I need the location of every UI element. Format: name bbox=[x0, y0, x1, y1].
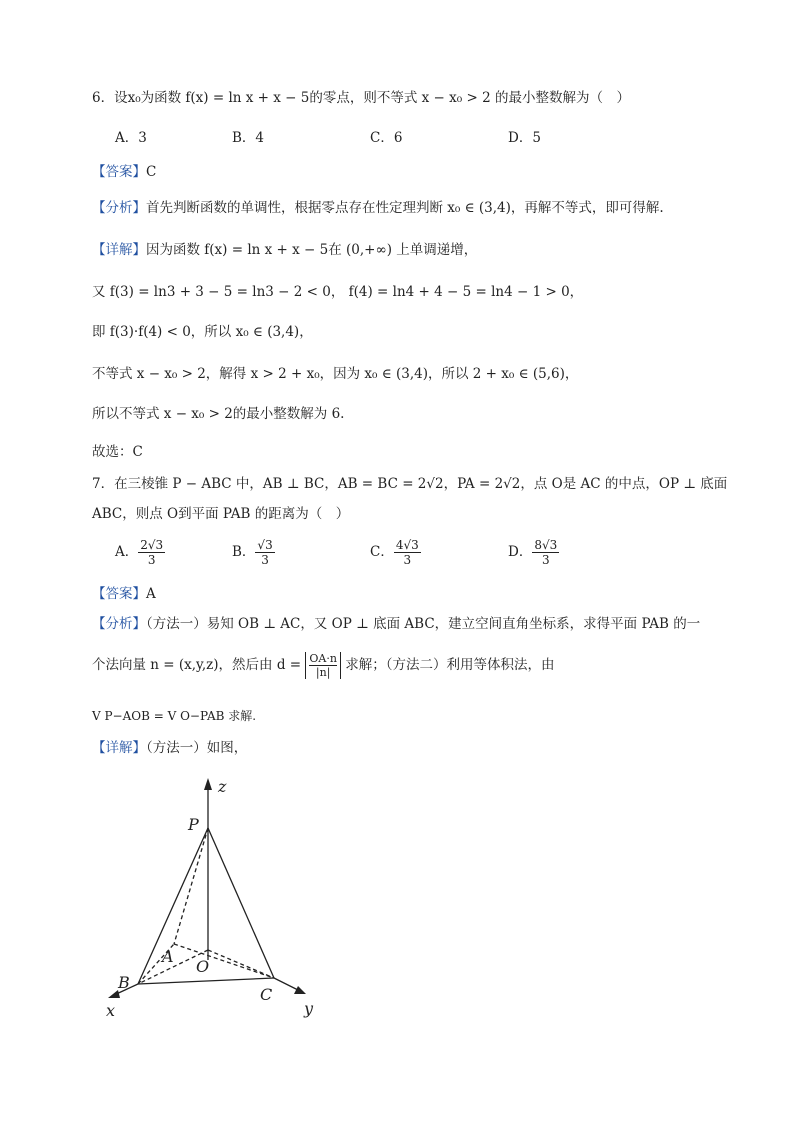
fraction-numerator: 4√3 bbox=[395, 538, 419, 552]
answer-value: A bbox=[146, 586, 156, 602]
tetrahedron-figure bbox=[98, 770, 338, 1024]
option-fraction bbox=[255, 538, 274, 567]
label-c: C bbox=[260, 985, 273, 1004]
option-label: A． bbox=[115, 544, 139, 560]
q7-answer bbox=[92, 584, 156, 604]
q7-option-d bbox=[508, 538, 559, 567]
q6-answer bbox=[92, 162, 156, 182]
label-b: B bbox=[118, 973, 130, 992]
fraction-denominator: 3 bbox=[147, 553, 156, 567]
q6-detail-2: 又 f(3) = ln3 + 3 − 5 = ln3 − 2 < 0， f(4) = ln4 + 4 − 5 = ln4 − 1 > 0， bbox=[92, 284, 584, 300]
label-p: P bbox=[188, 815, 199, 834]
option-label: D． bbox=[508, 544, 533, 560]
answer-tag: 【答案】 bbox=[92, 586, 146, 602]
edge-pa bbox=[174, 828, 208, 944]
edge-pc bbox=[208, 828, 274, 978]
q6-option-c: C．6 bbox=[370, 130, 403, 146]
edge-ac bbox=[174, 944, 274, 978]
detail-tag: 【详解】 bbox=[92, 242, 146, 258]
label-z: z bbox=[218, 777, 227, 796]
q7-stem-line2: ABC，则点 O到平面 PAB 的距离为（ ） bbox=[92, 506, 350, 522]
tetrahedron-diagram bbox=[98, 770, 338, 1020]
q7-option-b bbox=[232, 538, 275, 567]
answer-tag: 【答案】 bbox=[92, 164, 146, 180]
q6-conclusion: 故选：C bbox=[92, 444, 143, 460]
analysis-text: （方法一）易知 OB ⊥ AC，又 OP ⊥ 底面 ABC，建立空间直角坐标系，求得平面 PAB 的一 bbox=[146, 616, 701, 632]
formula-numerator: OA·n bbox=[309, 652, 337, 665]
q6-detail-5: 所以不等式 x − x₀ > 2的最小整数解为 6. bbox=[92, 406, 345, 422]
option-label: C． bbox=[370, 544, 394, 560]
analysis-text: 求解；（方法二）利用等体积法，由 bbox=[345, 657, 555, 673]
detail-tag: 【详解】 bbox=[92, 740, 146, 756]
label-o: O bbox=[196, 957, 210, 976]
label-a: A bbox=[162, 947, 174, 966]
fraction-denominator: 3 bbox=[261, 553, 269, 567]
q7-analysis-1 bbox=[92, 614, 700, 634]
option-fraction bbox=[394, 538, 421, 567]
q6-detail-4: 不等式 x − x₀ > 2，解得 x > 2 + x₀，因为 x₀ ∈ (3,4)，所以 2 + x₀ ∈ (5,6)， bbox=[92, 366, 579, 382]
q7-detail bbox=[92, 738, 247, 758]
q6-option-a: A．3 bbox=[115, 130, 147, 146]
fraction-denominator: 3 bbox=[403, 553, 412, 567]
analysis-text: 个法向量 n = (x,y,z)，然后由 d = bbox=[92, 657, 302, 673]
q6-stem: 6．设x₀为函数 f(x) = ln x + x − 5的零点，则不等式 x − x₀ > 2 的最小整数解为（ ） bbox=[92, 90, 630, 106]
option-label: B． bbox=[232, 544, 256, 560]
option-fraction bbox=[138, 538, 165, 567]
option-fraction bbox=[532, 538, 559, 567]
q7-option-c bbox=[370, 538, 421, 567]
analysis-tag: 【分析】 bbox=[92, 200, 146, 216]
q7-stem-line1: 7．在三棱锥 P − ABC 中，AB ⊥ BC，AB = BC = 2√2，PA = 2√2，点 O是 AC 的中点，OP ⊥ 底面 bbox=[92, 476, 728, 492]
q6-detail-1 bbox=[92, 240, 477, 260]
fraction-denominator: 3 bbox=[541, 553, 550, 567]
detail-text: （方法一）如图， bbox=[146, 740, 248, 756]
detail-text: 因为函数 f(x) = ln x + x − 5在 (0,+∞) 上单调递增， bbox=[146, 242, 478, 258]
q6-option-d: D．5 bbox=[508, 130, 541, 146]
edge-bc bbox=[138, 978, 274, 984]
q7-analysis-2 bbox=[92, 652, 554, 679]
y-axis-arrow bbox=[294, 986, 306, 994]
label-y: y bbox=[304, 999, 314, 1018]
fraction-numerator: 8√3 bbox=[534, 538, 558, 552]
analysis-tag: 【分析】 bbox=[92, 616, 146, 632]
q7-option-a bbox=[115, 538, 165, 567]
fraction-numerator: √3 bbox=[257, 538, 273, 552]
analysis-text: 首先判断函数的单调性，根据零点存在性定理判断 x₀ ∈ (3,4)，再解不等式，即可得解. bbox=[146, 200, 664, 216]
distance-formula bbox=[305, 652, 341, 679]
q6-detail-3: 即 f(3)·f(4) < 0，所以 x₀ ∈ (3,4)， bbox=[92, 324, 313, 340]
formula-denominator: |n| bbox=[315, 666, 331, 679]
q6-analysis bbox=[92, 198, 664, 218]
answer-value: C bbox=[146, 164, 157, 180]
q6-option-b: B．4 bbox=[232, 130, 265, 146]
label-x: x bbox=[106, 1001, 116, 1020]
q7-analysis-3: V P−AOB = V O−PAB 求解. bbox=[92, 709, 257, 723]
z-axis-arrow bbox=[204, 778, 212, 790]
fraction-numerator: 2√3 bbox=[140, 538, 164, 552]
